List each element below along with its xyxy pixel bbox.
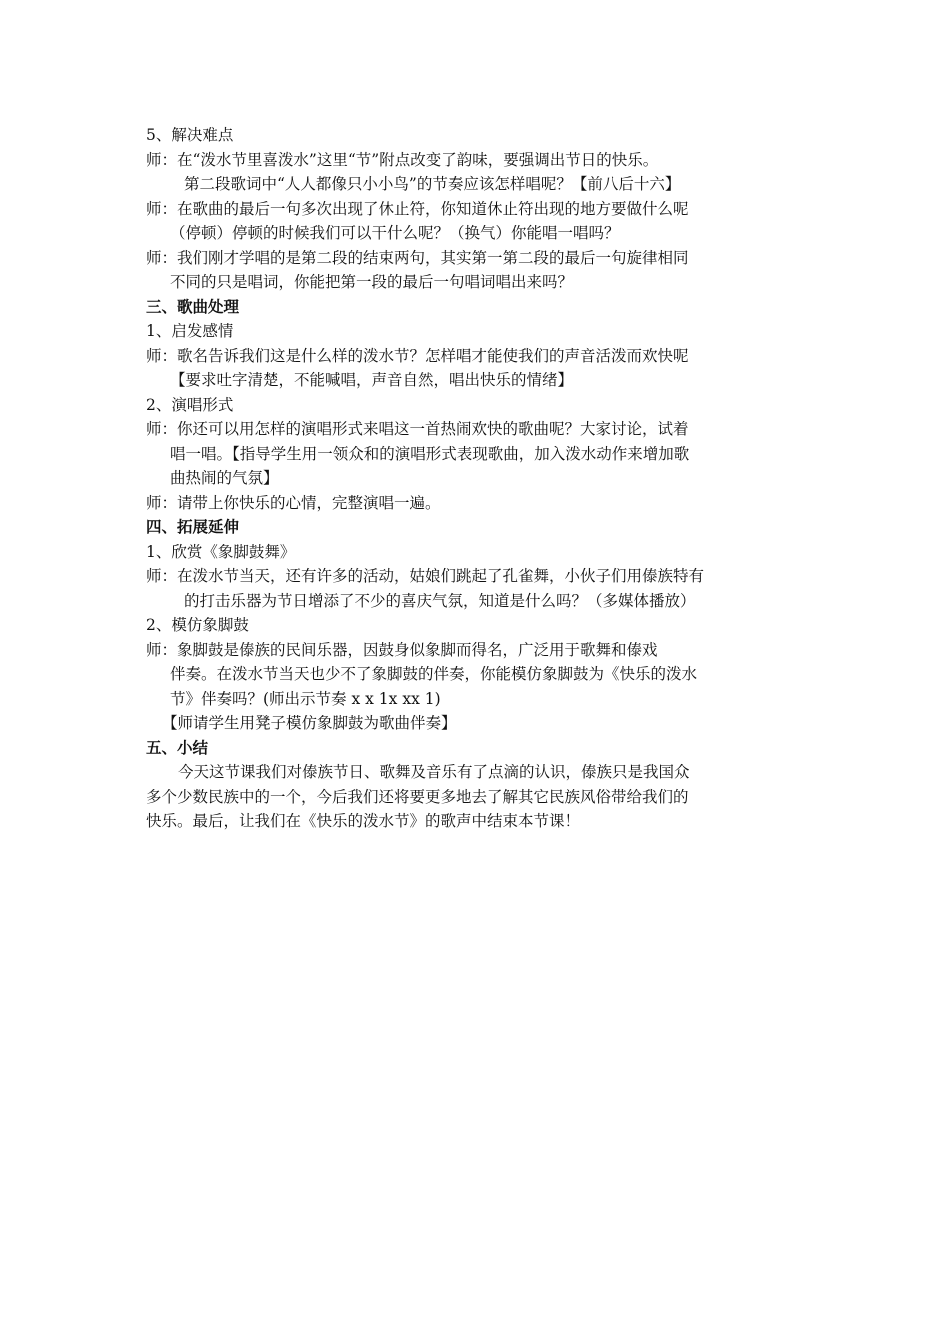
text-line: 的打击乐器为节日增添了不少的喜庆气氛，知道是什么吗？（多媒体播放） xyxy=(184,591,696,610)
section-heading: 五、小结 xyxy=(146,738,209,757)
text-line: 曲热闹的气氛】 xyxy=(170,469,279,487)
text-line: 1、启发感情 xyxy=(146,322,234,340)
text-line: 师：我们刚才学唱的是第二段的结束两句，其实第一第二段的最后一句旋律相同 xyxy=(146,248,689,267)
text-line: 师：在“泼水节里喜泼水”这里“节”附点改变了韵味，要强调出节日的快乐。 xyxy=(146,150,659,169)
text-line: 第二段歌词中“人人都像只小小鸟”的节奏应该怎样唱呢？【前八后十六】 xyxy=(184,175,681,193)
text-line: 不同的只是唱词，你能把第一段的最后一句唱词唱出来吗？ xyxy=(170,273,574,291)
text-line: 【要求吐字清楚，不能喊唱，声音自然，唱出快乐的情绪】 xyxy=(170,371,574,389)
text-line: 5、解决难点 xyxy=(146,126,234,144)
document-body xyxy=(146,123,816,834)
section-heading: 四、拓展延伸 xyxy=(146,518,240,536)
text-line: 唱一唱。【指导学生用一领众和的演唱形式表现歌曲，加入泼水动作来增加歌 xyxy=(170,444,690,463)
text-line: 今天这节课我们对傣族节日、歌舞及音乐有了点滴的认识，傣族只是我国众 xyxy=(178,763,690,781)
text-line: 快乐。最后，让我们在《快乐的泼水节》的歌声中结束本节课！ xyxy=(146,812,581,830)
text-line: 1、欣赏《象脚鼓舞》 xyxy=(146,542,296,561)
text-line: 节》伴奏吗？(师出示节奏 x x 1x xx 1) xyxy=(170,689,441,708)
text-line: 师：在歌曲的最后一句多次出现了休止符，你知道休止符出现的地方要做什么呢 xyxy=(146,199,689,218)
text-line: 师：象脚鼓是傣族的民间乐器，因鼓身似象脚而得名，广泛用于歌舞和傣戏 xyxy=(146,640,658,659)
section-heading: 三、歌曲处理 xyxy=(146,297,240,316)
text-line: 师：在泼水节当天，还有许多的活动，姑娘们跳起了孔雀舞，小伙子们用傣族特有 xyxy=(146,567,705,585)
text-line: 2、模仿象脚鼓 xyxy=(146,616,249,634)
text-line: 师：歌名告诉我们这是什么样的泼水节？怎样唱才能使我们的声音活泼而欢快呢 xyxy=(146,346,689,365)
text-line: 多个少数民族中的一个，今后我们还将要更多地去了解其它民族风俗带给我们的 xyxy=(146,787,689,806)
text-line: 2、演唱形式 xyxy=(146,395,234,414)
text-line: 师：请带上你快乐的心情，完整演唱一遍。 xyxy=(146,493,441,512)
text-line: 师：你还可以用怎样的演唱形式来唱这一首热闹欢快的歌曲呢？大家讨论，试着 xyxy=(146,420,689,438)
text-line: （停顿）停顿的时候我们可以干什么呢？（换气）你能唱一唱吗？ xyxy=(170,224,620,242)
text-line: 伴奏。在泼水节当天也少不了象脚鼓的伴奏，你能模仿象脚鼓为《快乐的泼水 xyxy=(170,665,698,683)
text-line: 【师请学生用凳子模仿象脚鼓为歌曲伴奏】 xyxy=(162,714,457,732)
